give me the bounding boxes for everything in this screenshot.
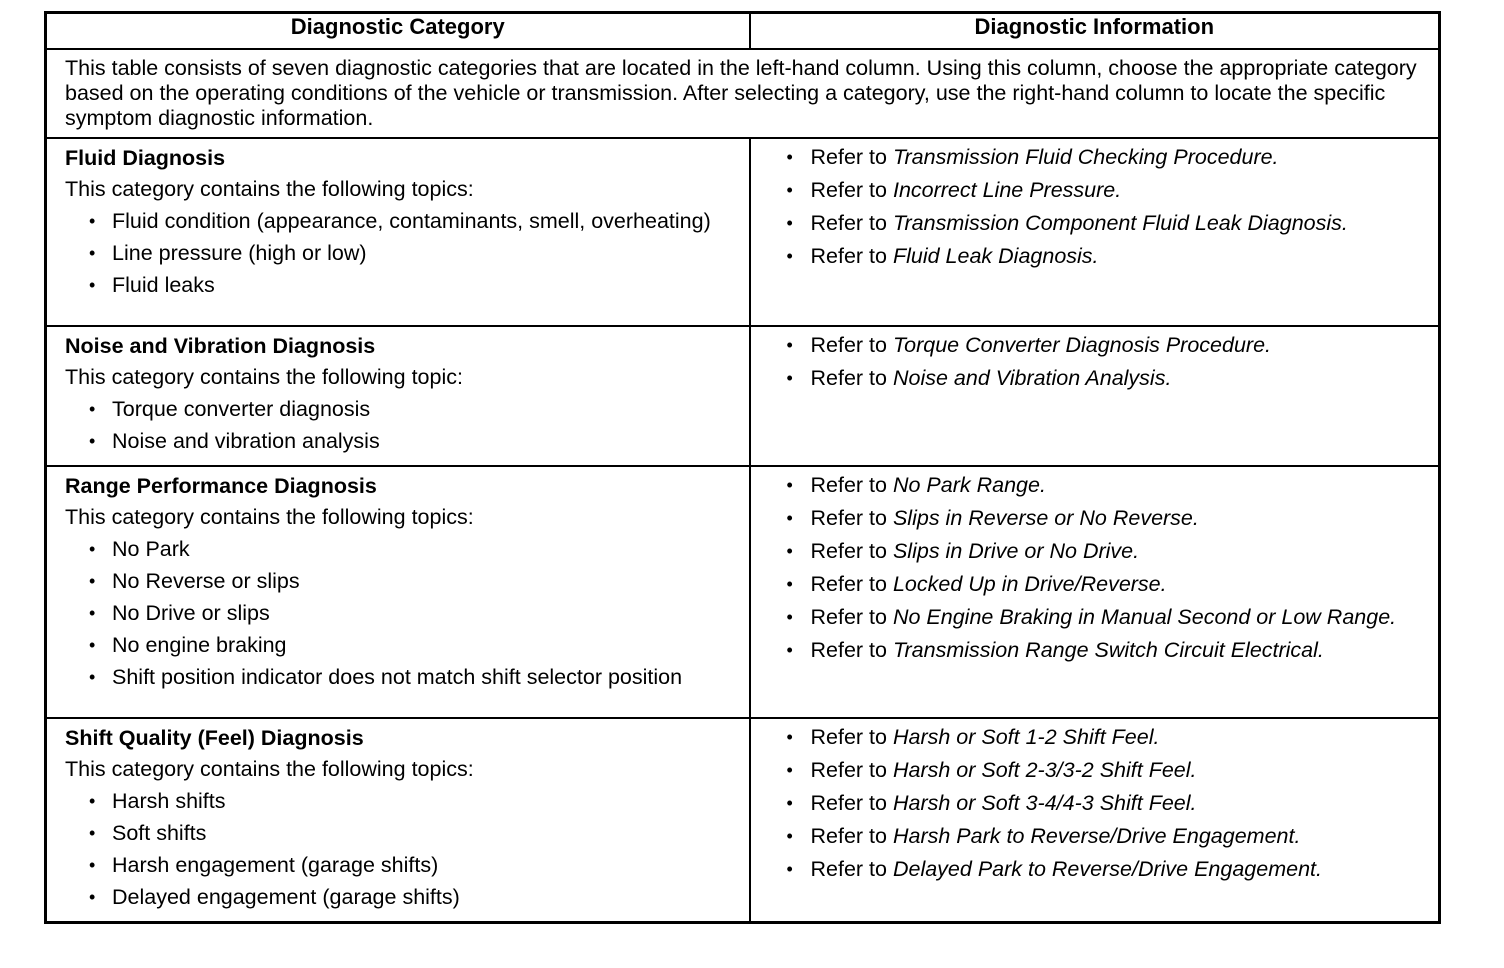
reference-link[interactable]: No Engine Braking in Manual Second or Low Range.	[892, 605, 1397, 629]
header-diagnostic-category: Diagnostic Category	[46, 13, 750, 50]
header-diagnostic-information: Diagnostic Information	[750, 13, 1440, 50]
refer-prefix: Refer to	[810, 244, 887, 268]
reference-link[interactable]: No Park Range.	[892, 473, 1046, 497]
reference-link[interactable]: Fluid Leak Diagnosis.	[892, 244, 1099, 268]
reference-link[interactable]: Harsh Park to Reverse/Drive Engagement.	[892, 824, 1301, 848]
topic-item: • Torque converter diagnosis	[65, 397, 739, 421]
refer-prefix: Refer to	[810, 333, 887, 357]
reference-link[interactable]: Transmission Range Switch Circuit Electrical.	[892, 638, 1324, 662]
reference-link[interactable]: Torque Converter Diagnosis Procedure.	[892, 333, 1272, 357]
topic-item: • Soft shifts	[65, 821, 739, 845]
reference-link[interactable]: Transmission Component Fluid Leak Diagnosis.	[892, 211, 1348, 235]
reference-link[interactable]: Locked Up in Drive/Reverse.	[892, 572, 1167, 596]
information-cell	[750, 466, 1440, 718]
topic-item: • Shift position indicator does not match shift selector position	[65, 665, 739, 689]
refer-prefix: Refer to	[810, 791, 887, 815]
topic-item: • Harsh shifts	[65, 789, 739, 813]
reference-item	[787, 244, 1429, 269]
refer-prefix: Refer to	[810, 145, 887, 169]
category-description: This category contains the following topics:	[65, 177, 474, 201]
topic-item: • No engine braking	[65, 633, 739, 657]
reference-link[interactable]: Harsh or Soft 2-3/3-2 Shift Feel.	[892, 758, 1197, 782]
reference-item	[787, 145, 1429, 170]
topic-list	[65, 209, 739, 297]
reference-item	[787, 791, 1429, 816]
refer-prefix: Refer to	[810, 824, 887, 848]
reference-item	[787, 857, 1429, 882]
category-cell	[46, 466, 750, 718]
topic-item: • Fluid leaks	[65, 273, 739, 297]
reference-list	[787, 145, 1429, 269]
header-row	[46, 13, 1440, 50]
refer-prefix: Refer to	[810, 211, 887, 235]
category-cell	[46, 138, 750, 326]
reference-link[interactable]: Harsh or Soft 1-2 Shift Feel.	[892, 725, 1160, 749]
topic-list	[65, 789, 739, 909]
topic-item: • Harsh engagement (garage shifts)	[65, 853, 739, 877]
category-title: Noise and Vibration Diagnosis	[65, 334, 376, 358]
refer-prefix: Refer to	[810, 857, 887, 881]
reference-item	[787, 211, 1429, 236]
reference-item	[787, 539, 1429, 564]
reference-list	[787, 725, 1429, 882]
reference-item	[787, 506, 1429, 531]
refer-prefix: Refer to	[810, 539, 887, 563]
topic-item: • No Park	[65, 537, 739, 561]
table-row	[46, 326, 1440, 466]
reference-link[interactable]: Slips in Reverse or No Reverse.	[892, 506, 1199, 530]
topic-list	[65, 397, 739, 453]
category-title: Shift Quality (Feel) Diagnosis	[65, 726, 364, 750]
reference-link[interactable]: Delayed Park to Reverse/Drive Engagement.	[892, 857, 1322, 881]
refer-prefix: Refer to	[810, 758, 887, 782]
table-row	[46, 718, 1440, 923]
category-title: Range Performance Diagnosis	[65, 474, 377, 498]
topic-item: • No Drive or slips	[65, 601, 739, 625]
category-description: This category contains the following topic:	[65, 365, 463, 389]
category-cell	[46, 718, 750, 923]
topic-item: • Noise and vibration analysis	[65, 429, 739, 453]
topic-item: • No Reverse or slips	[65, 569, 739, 593]
reference-item	[787, 758, 1429, 783]
reference-link[interactable]: Transmission Fluid Checking Procedure.	[892, 145, 1279, 169]
reference-list	[787, 473, 1429, 663]
topic-list	[65, 537, 739, 689]
category-description: This category contains the following topics:	[65, 757, 474, 781]
reference-item	[787, 824, 1429, 849]
reference-item	[787, 178, 1429, 203]
category-title: Fluid Diagnosis	[65, 146, 226, 170]
refer-prefix: Refer to	[810, 605, 887, 629]
category-description: This category contains the following topics:	[65, 505, 474, 529]
category-cell	[46, 326, 750, 466]
information-cell	[750, 718, 1440, 923]
reference-item	[787, 605, 1429, 630]
refer-prefix: Refer to	[810, 366, 887, 390]
reference-link[interactable]: Noise and Vibration Analysis.	[892, 366, 1172, 390]
intro-text: This table consists of seven diagnostic categories that are located in the left-hand column. Using this column, choose the appropriate category based on the operating conditions of the vehicle or transmission. After selecting a category, use the right-hand column to locate the specific symptom diagnostic information.	[46, 49, 1440, 138]
table-row	[46, 138, 1440, 326]
information-cell	[750, 138, 1440, 326]
reference-item	[787, 473, 1429, 498]
refer-prefix: Refer to	[810, 725, 887, 749]
reference-item	[787, 572, 1429, 597]
refer-prefix: Refer to	[810, 473, 887, 497]
refer-prefix: Refer to	[810, 638, 887, 662]
reference-item	[787, 333, 1429, 358]
refer-prefix: Refer to	[810, 178, 887, 202]
reference-link[interactable]: Incorrect Line Pressure.	[892, 178, 1122, 202]
topic-item: • Delayed engagement (garage shifts)	[65, 885, 739, 909]
reference-link[interactable]: Slips in Drive or No Drive.	[892, 539, 1140, 563]
intro-row	[46, 49, 1440, 138]
refer-prefix: Refer to	[810, 506, 887, 530]
reference-item	[787, 366, 1429, 391]
reference-item	[787, 638, 1429, 663]
information-cell	[750, 326, 1440, 466]
table-row	[46, 466, 1440, 718]
reference-list	[787, 333, 1429, 391]
reference-item	[787, 725, 1429, 750]
topic-item: • Line pressure (high or low)	[65, 241, 739, 265]
reference-link[interactable]: Harsh or Soft 3-4/4-3 Shift Feel.	[892, 791, 1197, 815]
diagnostic-table	[44, 11, 1441, 924]
topic-item: • Fluid condition (appearance, contaminants, smell, overheating)	[65, 209, 739, 233]
refer-prefix: Refer to	[810, 572, 887, 596]
